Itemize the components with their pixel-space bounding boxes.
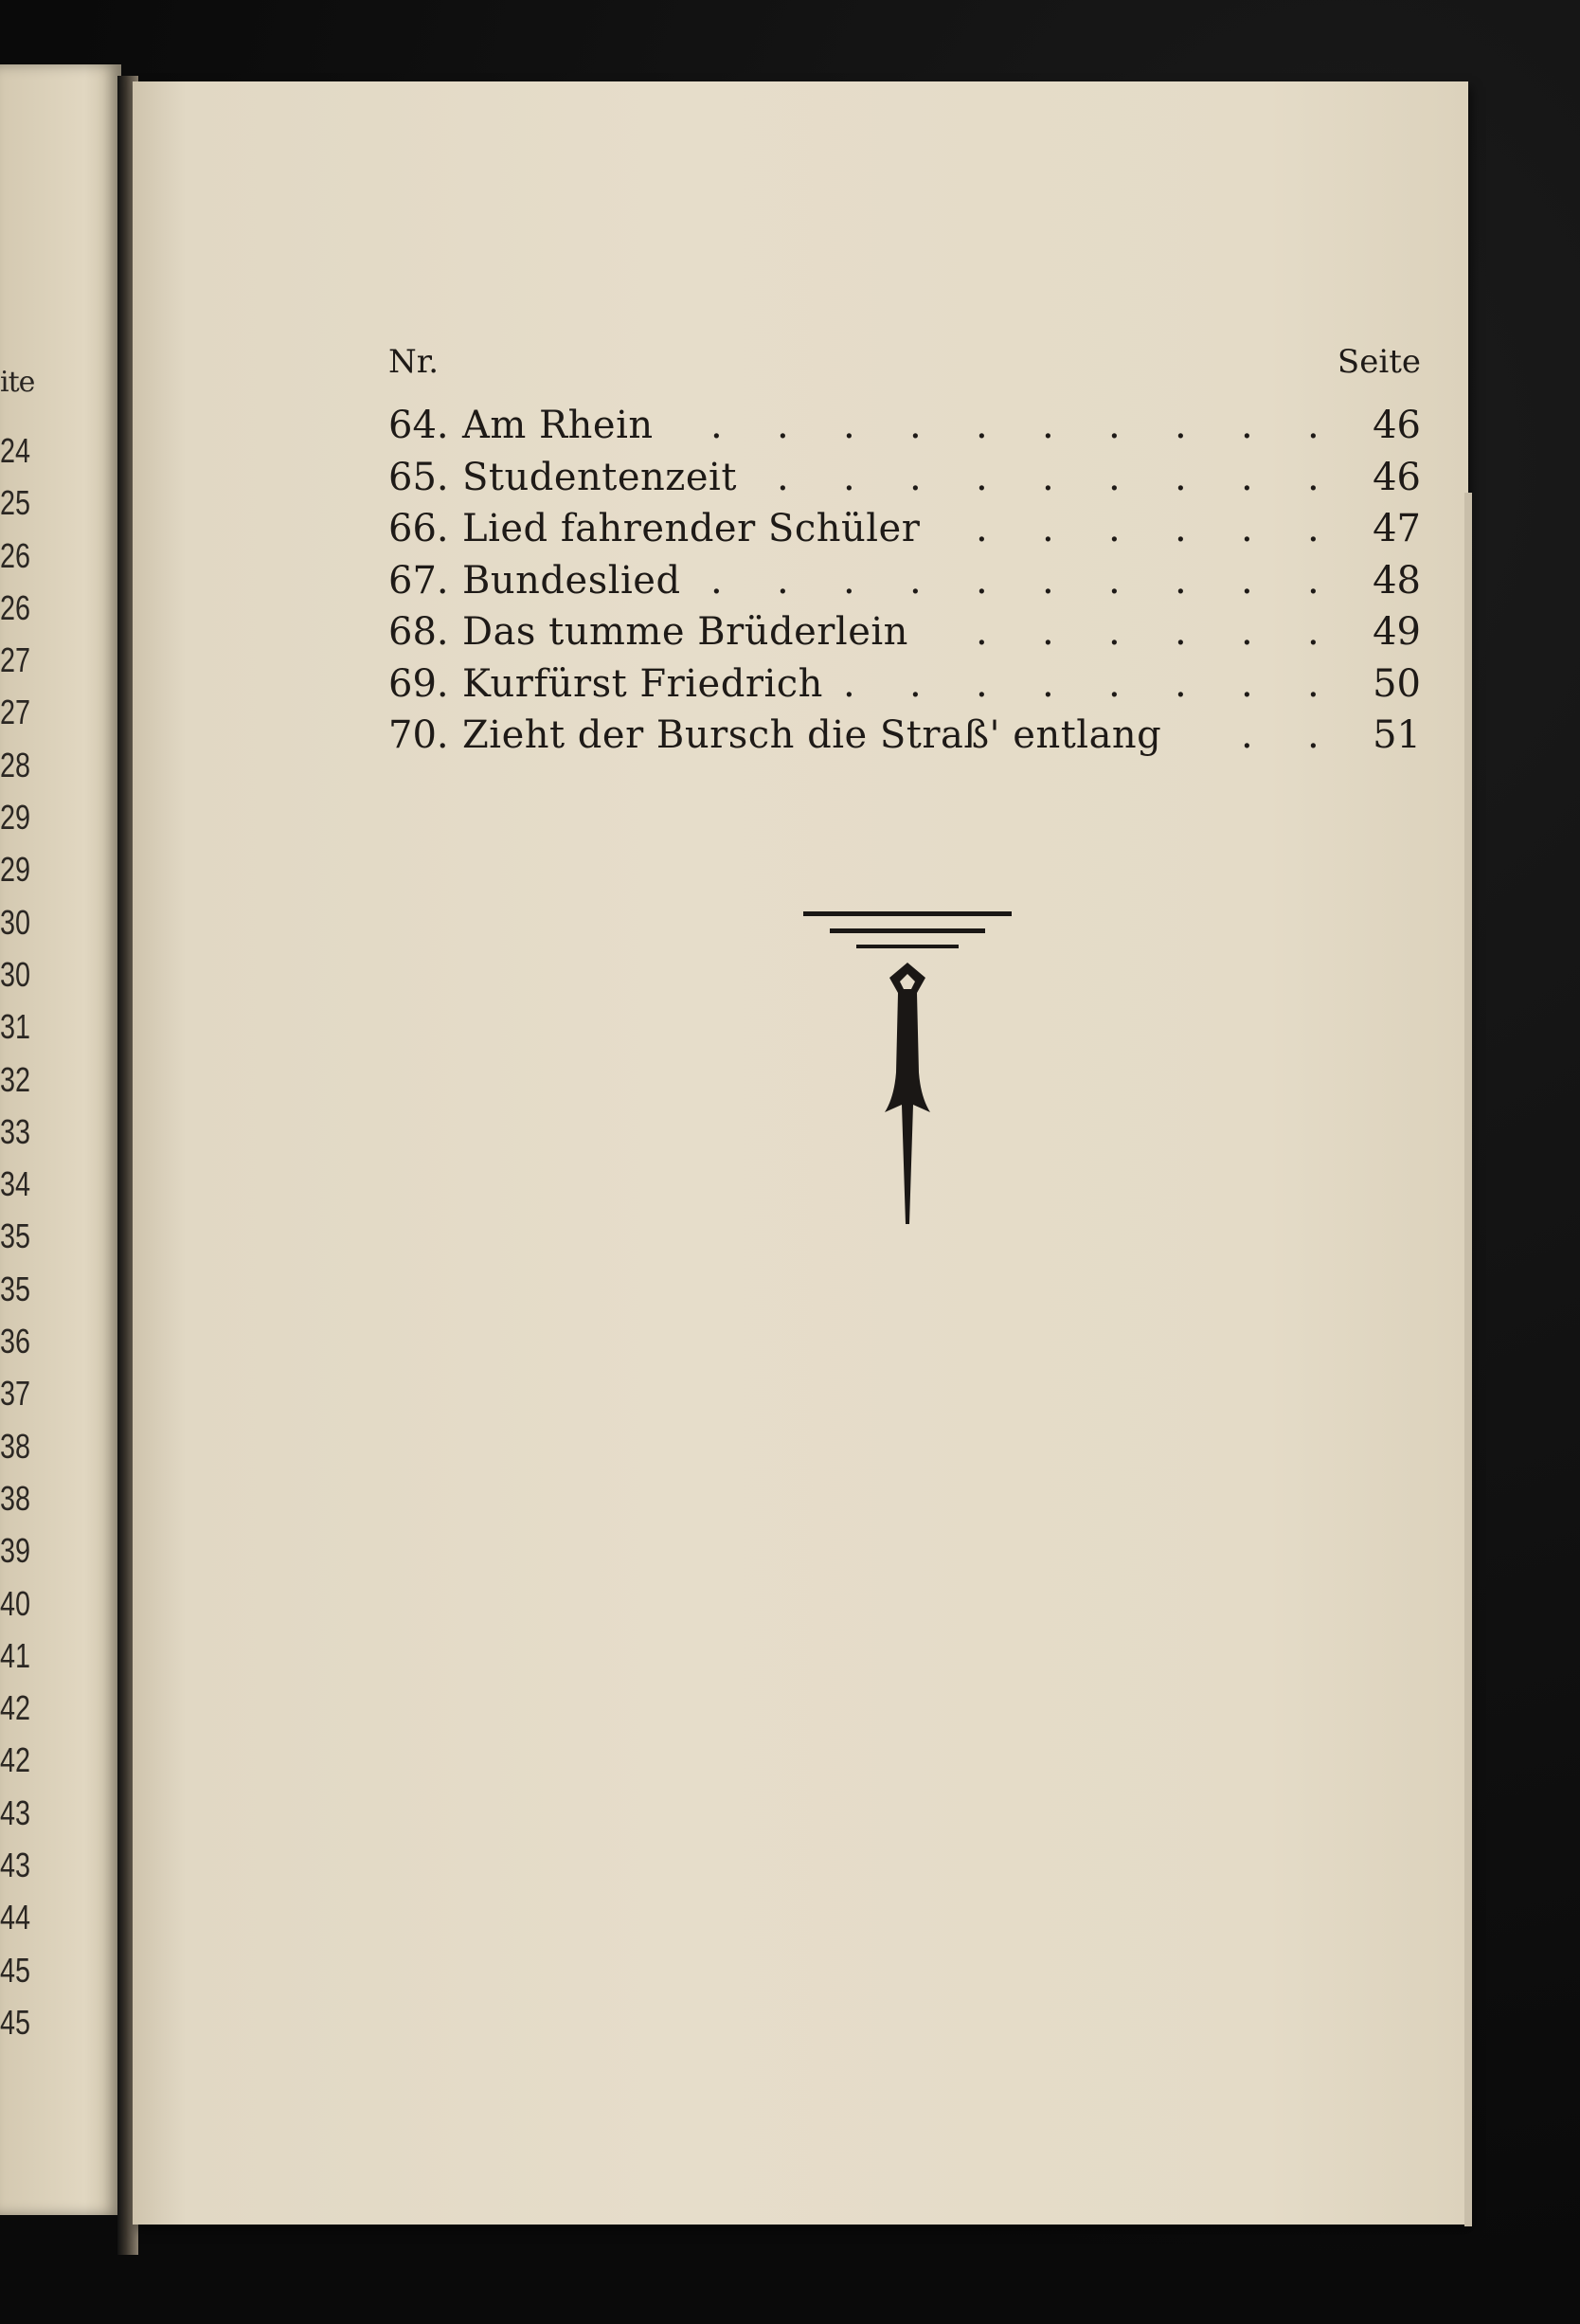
page-number: 26: [0, 535, 31, 575]
toc-entry-page: 47: [1373, 507, 1421, 550]
leader-dot: .: [1175, 455, 1187, 499]
leader-dot: .: [710, 558, 723, 603]
ornament-rule-bottom: [856, 945, 959, 948]
toc-entry-page: 46: [1373, 404, 1421, 447]
leader-dot: .: [1307, 558, 1320, 603]
page-number: 39: [0, 1531, 31, 1571]
page-number: 29: [0, 850, 31, 890]
page-number: 36: [0, 1322, 31, 1361]
leader-dot: .: [1241, 404, 1253, 447]
leader-dot: .: [909, 558, 922, 603]
page-number: 38: [0, 1478, 31, 1518]
toc-header-page-label: Seite: [1337, 343, 1421, 381]
ornament-dagger: [885, 963, 930, 1224]
leader-dot: .: [1042, 507, 1054, 550]
toc-entry-title: Zieht der Bursch die Straß' entlang: [462, 713, 1162, 757]
toc-entry-number: 67.: [388, 558, 449, 603]
previous-page-numbers: [0, 424, 38, 2048]
toc-entry-title: Bundeslied: [462, 558, 681, 603]
leader-dot: .: [777, 404, 789, 447]
leader-dot: .: [843, 404, 855, 447]
toc-entry-number: 66.: [388, 507, 449, 550]
page-number: 42: [0, 1740, 31, 1780]
page-number: 38: [0, 1426, 31, 1466]
leader-dot: .: [843, 455, 855, 499]
page-number: 32: [0, 1059, 31, 1099]
leader-dot: .: [1241, 610, 1253, 654]
leader-dot: .: [1042, 455, 1054, 499]
toc-entry-number: 65.: [388, 455, 449, 499]
page-number: 29: [0, 798, 31, 838]
toc-entry-page: 51: [1373, 713, 1421, 757]
column-dagger-ornament-icon: [803, 911, 1012, 1224]
leader-dot: .: [1108, 558, 1121, 603]
toc-header: [388, 343, 1421, 387]
toc-entry-title: Lied fahrender Schüler: [462, 507, 921, 550]
page-number: 43: [0, 1846, 31, 1885]
page-number: 27: [0, 693, 31, 732]
page-number: 45: [0, 2002, 31, 2042]
leader-dot: .: [976, 610, 988, 654]
toc-entry-title: Das tumme Brüderlein: [462, 610, 908, 654]
leader-dot: .: [1108, 661, 1121, 706]
page-number: 44: [0, 1898, 31, 1937]
leader-dot: .: [1108, 507, 1121, 550]
leader-dot: .: [976, 455, 988, 499]
leader-dot: .: [1042, 610, 1054, 654]
page-number: 37: [0, 1374, 31, 1414]
toc-entry-page: 48: [1373, 558, 1421, 603]
leader-dot: .: [1241, 558, 1253, 603]
leader-dot: .: [843, 558, 855, 603]
toc-entry-number: 69.: [388, 661, 449, 706]
ornament-rule-middle: [830, 928, 985, 933]
toc-entry: [388, 555, 1421, 607]
page-number: 28: [0, 745, 31, 784]
page-number: 31: [0, 1007, 31, 1047]
page-edge: [1464, 493, 1472, 2226]
page-number: 41: [0, 1635, 31, 1675]
leader-dot: .: [777, 558, 789, 603]
leader-dot: .: [976, 558, 988, 603]
leader-dot: .: [1108, 455, 1121, 499]
leader-dot: .: [1307, 507, 1320, 550]
leader-dot: .: [1241, 507, 1253, 550]
leader-dot: .: [976, 507, 988, 550]
leader-dot: .: [1108, 404, 1121, 447]
page-number: 33: [0, 1111, 31, 1151]
page-number: 45: [0, 1950, 31, 1990]
toc-entry-page: 46: [1373, 455, 1421, 499]
page-number: 42: [0, 1688, 31, 1728]
page-number: 24: [0, 431, 31, 470]
toc-entry-title: Kurfürst Friedrich: [462, 661, 823, 706]
toc-header-number-label: Nr.: [388, 343, 440, 381]
leader-dot: .: [1175, 558, 1187, 603]
ornament-rule-top: [803, 911, 1012, 916]
page-number: 40: [0, 1583, 31, 1623]
toc-entry: [388, 658, 1421, 711]
leader-dot: .: [1307, 610, 1320, 654]
toc-list: [388, 400, 1421, 762]
page-number: 25: [0, 483, 31, 523]
leader-dot: .: [976, 661, 988, 706]
leader-dot: .: [909, 661, 922, 706]
leader-dot: .: [1175, 507, 1187, 550]
previous-page: [0, 64, 121, 2215]
page-number: 26: [0, 587, 31, 627]
toc-entry-title: Am Rhein: [462, 404, 654, 447]
toc-entry-title: Studentenzeit: [462, 455, 737, 499]
leader-dot: .: [1307, 661, 1320, 706]
toc-entry: [388, 400, 1421, 452]
page-number: 30: [0, 902, 31, 942]
toc-entry-number: 68.: [388, 610, 449, 654]
leader-dot: .: [909, 455, 922, 499]
leader-dot: .: [1175, 404, 1187, 447]
leader-dot: .: [1307, 404, 1320, 447]
leader-dot: .: [777, 455, 789, 499]
leader-dot: .: [1307, 455, 1320, 499]
page-number: 35: [0, 1216, 31, 1256]
page-number: 34: [0, 1164, 31, 1204]
page-number: 27: [0, 640, 31, 680]
toc-entry: [388, 452, 1421, 504]
previous-page-header: ite: [0, 366, 35, 399]
leader-dot: .: [1042, 661, 1054, 706]
toc-entry-page: 49: [1373, 610, 1421, 654]
page-number: 35: [0, 1269, 31, 1308]
toc-entry-number: 70.: [388, 713, 449, 757]
toc-entry-number: 64.: [388, 404, 449, 447]
leader-dot: .: [1042, 558, 1054, 603]
leader-dot: .: [909, 404, 922, 447]
toc-entry: [388, 606, 1421, 658]
leader-dot: .: [1241, 713, 1253, 757]
leader-dot: .: [1175, 661, 1187, 706]
toc-entry: [388, 503, 1421, 555]
leader-dot: .: [976, 404, 988, 447]
leader-dot: .: [1307, 713, 1320, 757]
toc-entry-page: 50: [1373, 661, 1421, 706]
leader-dot: .: [1175, 610, 1187, 654]
index-page: [133, 81, 1468, 2225]
leader-dot: .: [1042, 404, 1054, 447]
leader-dot: .: [843, 661, 855, 706]
leader-dot: .: [1241, 661, 1253, 706]
page-number: 30: [0, 954, 31, 994]
leader-dot: .: [710, 404, 723, 447]
page-number: 43: [0, 1793, 31, 1832]
toc-entry: [388, 710, 1421, 762]
leader-dot: .: [1108, 610, 1121, 654]
leader-dot: .: [1241, 455, 1253, 499]
